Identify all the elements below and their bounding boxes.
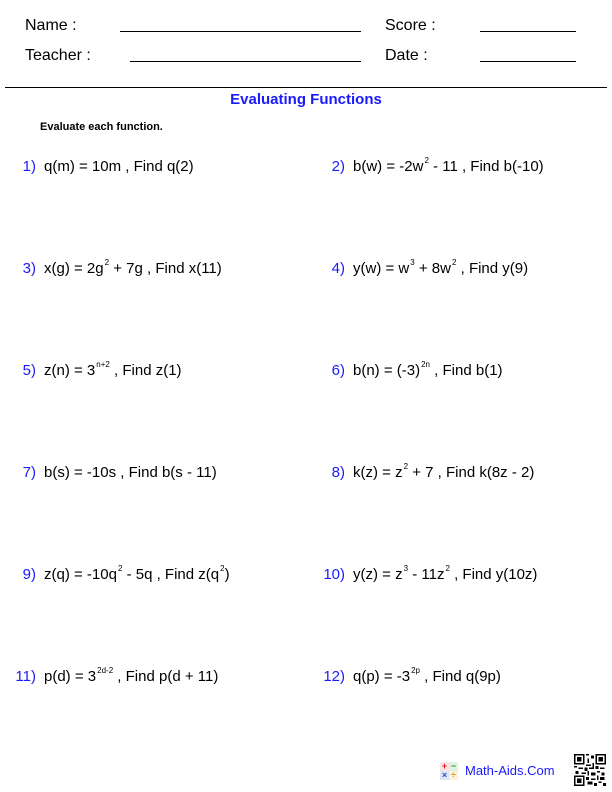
problem-number: 3) (22, 260, 36, 277)
problem-8 (318, 464, 534, 482)
expression-text: p(d) = 3 (44, 668, 97, 685)
exponent: n+2 (96, 360, 110, 369)
teacher-label: Teacher : (25, 47, 91, 64)
expression-text: q(m) = 10m , Find q(2) (44, 158, 194, 175)
name-label: Name : (25, 17, 77, 34)
expression-text: k(z) = z (353, 464, 403, 481)
divide-symbol: ÷ (449, 771, 458, 780)
expression-text: z(n) = 3 (44, 362, 96, 379)
exponent: 2 (424, 156, 429, 165)
problem-expression (44, 668, 218, 685)
minus-symbol: − (450, 761, 457, 771)
exponent: 3 (403, 564, 409, 573)
score-field-line[interactable] (480, 31, 576, 32)
problem-2 (318, 158, 544, 176)
expression-text: b(s) = -10s , Find b(s - 11) (44, 464, 217, 481)
expression-text: , Find y(9) (456, 260, 529, 277)
problem-expression (44, 158, 194, 175)
header-divider (5, 87, 607, 88)
expression-text: + 8w (414, 260, 451, 277)
problem-expression (353, 668, 501, 685)
math-operations-icon (440, 762, 458, 780)
problem-5 (6, 362, 182, 380)
expression-text: , Find z(1) (109, 362, 182, 379)
expression-text: - 5q , Find z(q (122, 566, 220, 583)
expression-text: z(q) = -10q (44, 566, 117, 583)
problem-number: 6) (331, 362, 345, 379)
problem-expression (44, 260, 222, 277)
problem-number: 2) (331, 158, 345, 175)
exponent: 2d-2 (97, 666, 114, 675)
exponent: 2n (421, 360, 431, 369)
problem-1 (6, 158, 194, 176)
problem-number: 9) (22, 566, 36, 583)
exponent: 2 (403, 462, 409, 471)
problem-expression (353, 362, 503, 379)
problem-expression (44, 566, 230, 583)
exponent: 3 (410, 258, 415, 267)
problem-number: 1) (22, 158, 36, 175)
exponent: 2 (117, 564, 123, 573)
times-symbol: × (441, 770, 448, 780)
expression-text: b(n) = (-3) (353, 362, 421, 379)
problem-9 (6, 566, 230, 584)
problem-number: 8) (331, 464, 345, 481)
expression-text: x(g) = 2g (44, 260, 104, 277)
exponent: 2 (104, 258, 110, 267)
worksheet-instructions: Evaluate each function. (40, 121, 163, 133)
problem-10 (318, 566, 537, 584)
exponent: 2 (220, 564, 225, 573)
problem-expression (353, 566, 537, 583)
exponent: 2p (411, 666, 421, 675)
expression-text: , Find y(10z) (449, 566, 538, 583)
expression-text: b(w) = -2w (353, 158, 424, 175)
problem-number: 11) (15, 668, 36, 685)
expression-text: , Find p(d + 11) (113, 668, 219, 685)
problem-6 (318, 362, 503, 380)
plus-symbol: + (441, 761, 448, 771)
problem-expression (353, 260, 528, 277)
problem-number: 4) (331, 260, 345, 277)
qr-code-icon (574, 754, 606, 786)
expression-text: y(w) = w (353, 260, 410, 277)
date-label: Date : (385, 47, 428, 64)
worksheet-title: Evaluating Functions (230, 91, 382, 108)
exponent: 2 (451, 258, 457, 267)
problem-3 (6, 260, 222, 278)
expression-text: - 11z (408, 566, 445, 583)
expression-text: y(z) = z (353, 566, 403, 583)
expression-text: , Find q(9p) (420, 668, 501, 685)
problem-12 (318, 668, 501, 686)
problem-7 (6, 464, 217, 482)
expression-text: , Find b(1) (430, 362, 503, 379)
problem-11 (6, 668, 218, 686)
problem-expression (353, 464, 534, 481)
exponent: 2 (445, 564, 450, 573)
expression-text: ) (224, 566, 230, 583)
brand-link[interactable]: Math-Aids.Com (465, 763, 555, 778)
problem-number: 7) (22, 464, 36, 481)
name-field-line[interactable] (120, 31, 361, 32)
score-label: Score : (385, 17, 436, 34)
problem-expression (44, 464, 217, 481)
teacher-field-line[interactable] (130, 61, 361, 62)
date-field-line[interactable] (480, 61, 576, 62)
problem-number: 12) (323, 668, 345, 685)
expression-text: - 11 , Find b(-10) (428, 158, 544, 175)
expression-text: + 7g , Find x(11) (109, 260, 222, 277)
problem-expression (353, 158, 544, 175)
problem-number: 5) (22, 362, 36, 379)
problem-number: 10) (323, 566, 345, 583)
problem-4 (318, 260, 528, 278)
expression-text: + 7 , Find k(8z - 2) (408, 464, 535, 481)
problem-expression (44, 362, 182, 379)
expression-text: q(p) = -3 (353, 668, 411, 685)
